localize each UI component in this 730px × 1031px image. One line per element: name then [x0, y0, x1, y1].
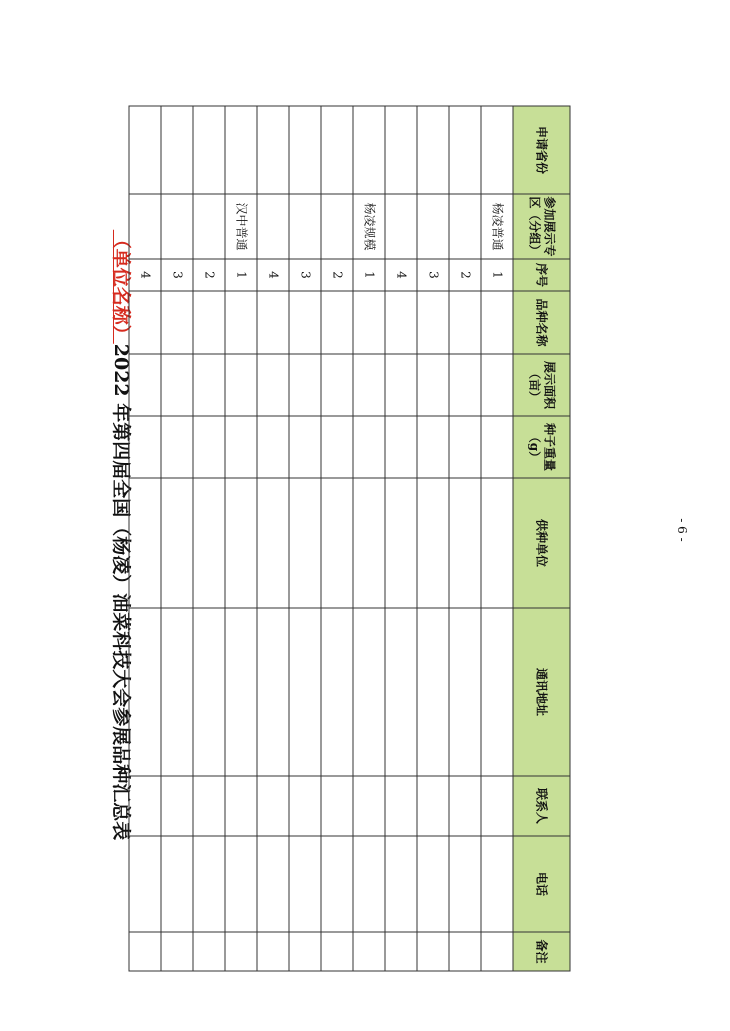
contact-cell[interactable]	[417, 776, 449, 836]
seq-cell: 1	[481, 259, 513, 291]
contact-cell[interactable]	[289, 776, 321, 836]
seed-weight-cell[interactable]	[129, 416, 161, 478]
seq-cell: 2	[449, 259, 481, 291]
zone-cell	[321, 194, 353, 259]
phone-cell[interactable]	[449, 836, 481, 932]
header-phone: 电话	[513, 836, 570, 932]
summary-table-container	[140, 105, 570, 970]
seq-cell: 2	[321, 259, 353, 291]
area-cell[interactable]	[257, 354, 289, 416]
table-row	[161, 106, 193, 971]
zone-cell	[449, 194, 481, 259]
header-seed-weight: 种子重量（g）	[513, 416, 570, 478]
contact-cell[interactable]	[481, 776, 513, 836]
remarks-cell[interactable]	[289, 932, 321, 971]
header-address: 通讯地址	[513, 608, 570, 776]
seed-weight-cell[interactable]	[449, 416, 481, 478]
remarks-cell[interactable]	[353, 932, 385, 971]
address-cell[interactable]	[481, 608, 513, 776]
address-cell[interactable]	[193, 608, 225, 776]
seq-cell: 4	[129, 259, 161, 291]
area-cell[interactable]	[129, 354, 161, 416]
table-row	[353, 106, 385, 971]
supplier-cell[interactable]	[193, 478, 225, 608]
zone-cell: 杨凌普通	[481, 194, 513, 259]
variety-cell[interactable]	[321, 291, 353, 354]
zone-cell: 杨凌规模	[353, 194, 385, 259]
zone-cell	[417, 194, 449, 259]
contact-cell[interactable]	[321, 776, 353, 836]
variety-cell[interactable]	[353, 291, 385, 354]
contact-cell[interactable]	[449, 776, 481, 836]
seed-weight-cell[interactable]	[289, 416, 321, 478]
contact-cell[interactable]	[129, 776, 161, 836]
rotated-table-frame	[140, 105, 570, 970]
supplier-cell[interactable]	[321, 478, 353, 608]
seed-weight-cell[interactable]	[321, 416, 353, 478]
supplier-cell[interactable]	[161, 478, 193, 608]
header-remarks: 备注	[513, 932, 570, 971]
supplier-cell[interactable]	[225, 478, 257, 608]
variety-cell[interactable]	[161, 291, 193, 354]
province-cell[interactable]	[257, 106, 289, 194]
area-cell[interactable]	[193, 354, 225, 416]
area-cell[interactable]	[321, 354, 353, 416]
contact-cell[interactable]	[353, 776, 385, 836]
address-cell[interactable]	[417, 608, 449, 776]
remarks-cell[interactable]	[481, 932, 513, 971]
header-province: 申请省份	[513, 106, 570, 194]
variety-cell[interactable]	[225, 291, 257, 354]
province-cell[interactable]	[417, 106, 449, 194]
zone-cell	[289, 194, 321, 259]
zone-cell	[193, 194, 225, 259]
area-cell[interactable]	[385, 354, 417, 416]
province-cell[interactable]	[289, 106, 321, 194]
seq-cell: 3	[289, 259, 321, 291]
zone-cell	[129, 194, 161, 259]
remarks-cell[interactable]	[161, 932, 193, 971]
variety-cell[interactable]	[481, 291, 513, 354]
area-cell[interactable]	[161, 354, 193, 416]
phone-cell[interactable]	[321, 836, 353, 932]
variety-cell[interactable]	[417, 291, 449, 354]
summary-table	[128, 105, 570, 971]
table-row	[225, 106, 257, 971]
remarks-cell[interactable]	[417, 932, 449, 971]
address-cell[interactable]	[129, 608, 161, 776]
seq-cell: 3	[161, 259, 193, 291]
supplier-cell[interactable]	[385, 478, 417, 608]
remarks-cell[interactable]	[449, 932, 481, 971]
header-variety: 品种名称	[513, 291, 570, 354]
table-row	[257, 106, 289, 971]
province-cell[interactable]	[129, 106, 161, 194]
supplier-cell[interactable]	[417, 478, 449, 608]
header-zone: 参加展示专区（分组）	[513, 194, 570, 259]
seed-weight-cell[interactable]	[193, 416, 225, 478]
title-text: 2022 年第四届全国（杨凌）油菜科技大会参展品种汇总表	[110, 343, 132, 841]
header-area: 展示面积（亩）	[513, 354, 570, 416]
table-row	[481, 106, 513, 971]
area-cell[interactable]	[225, 354, 257, 416]
contact-cell[interactable]	[257, 776, 289, 836]
remarks-cell[interactable]	[129, 932, 161, 971]
table-row	[449, 106, 481, 971]
table-row	[289, 106, 321, 971]
seed-weight-cell[interactable]	[481, 416, 513, 478]
province-cell[interactable]	[449, 106, 481, 194]
seed-weight-cell[interactable]	[225, 416, 257, 478]
supplier-cell[interactable]	[257, 478, 289, 608]
variety-cell[interactable]	[193, 291, 225, 354]
province-cell[interactable]	[321, 106, 353, 194]
variety-cell[interactable]	[289, 291, 321, 354]
address-cell[interactable]	[257, 608, 289, 776]
phone-cell[interactable]	[225, 836, 257, 932]
remarks-cell[interactable]	[321, 932, 353, 971]
variety-cell[interactable]	[449, 291, 481, 354]
remarks-cell[interactable]	[257, 932, 289, 971]
address-cell[interactable]	[289, 608, 321, 776]
variety-cell[interactable]	[385, 291, 417, 354]
area-cell[interactable]	[353, 354, 385, 416]
zone-cell	[257, 194, 289, 259]
province-cell[interactable]	[481, 106, 513, 194]
address-cell[interactable]	[353, 608, 385, 776]
phone-cell[interactable]	[353, 836, 385, 932]
seq-cell: 2	[193, 259, 225, 291]
supplier-cell[interactable]	[289, 478, 321, 608]
zone-cell: 汉中普通	[225, 194, 257, 259]
seq-cell: 4	[385, 259, 417, 291]
seq-cell: 4	[257, 259, 289, 291]
seed-weight-cell[interactable]	[161, 416, 193, 478]
phone-cell[interactable]	[289, 836, 321, 932]
seed-weight-cell[interactable]	[417, 416, 449, 478]
seq-cell: 1	[225, 259, 257, 291]
page-number-container	[672, 505, 692, 555]
table-header-row	[513, 106, 570, 971]
page-number: - 6 -	[675, 518, 689, 542]
address-cell[interactable]	[225, 608, 257, 776]
header-supplier: 供种单位	[513, 478, 570, 608]
seed-weight-cell[interactable]	[353, 416, 385, 478]
table-row	[321, 106, 353, 971]
contact-cell[interactable]	[225, 776, 257, 836]
province-cell[interactable]	[385, 106, 417, 194]
seq-cell: 3	[417, 259, 449, 291]
phone-cell[interactable]	[129, 836, 161, 932]
province-cell[interactable]	[161, 106, 193, 194]
supplier-cell[interactable]	[353, 478, 385, 608]
phone-cell[interactable]	[417, 836, 449, 932]
header-contact: 联系人	[513, 776, 570, 836]
header-seq: 序号	[513, 259, 570, 291]
seq-cell: 1	[353, 259, 385, 291]
remarks-cell[interactable]	[225, 932, 257, 971]
zone-cell	[161, 194, 193, 259]
address-cell[interactable]	[321, 608, 353, 776]
phone-cell[interactable]	[481, 836, 513, 932]
supplier-cell[interactable]	[449, 478, 481, 608]
table-row	[385, 106, 417, 971]
phone-cell[interactable]	[161, 836, 193, 932]
area-cell[interactable]	[289, 354, 321, 416]
table-row	[193, 106, 225, 971]
remarks-cell[interactable]	[193, 932, 225, 971]
table-row	[129, 106, 161, 971]
phone-cell[interactable]	[257, 836, 289, 932]
contact-cell[interactable]	[161, 776, 193, 836]
address-cell[interactable]	[161, 608, 193, 776]
supplier-cell[interactable]	[129, 478, 161, 608]
address-cell[interactable]	[385, 608, 417, 776]
area-cell[interactable]	[417, 354, 449, 416]
table-row	[417, 106, 449, 971]
variety-cell[interactable]	[129, 291, 161, 354]
remarks-cell[interactable]	[385, 932, 417, 971]
seed-weight-cell[interactable]	[257, 416, 289, 478]
address-cell[interactable]	[449, 608, 481, 776]
province-cell[interactable]	[225, 106, 257, 194]
contact-cell[interactable]	[193, 776, 225, 836]
phone-cell[interactable]	[193, 836, 225, 932]
supplier-cell[interactable]	[481, 478, 513, 608]
area-cell[interactable]	[449, 354, 481, 416]
area-cell[interactable]	[481, 354, 513, 416]
province-cell[interactable]	[193, 106, 225, 194]
phone-cell[interactable]	[385, 836, 417, 932]
province-cell[interactable]	[353, 106, 385, 194]
seed-weight-cell[interactable]	[385, 416, 417, 478]
variety-cell[interactable]	[257, 291, 289, 354]
zone-cell	[385, 194, 417, 259]
contact-cell[interactable]	[385, 776, 417, 836]
unit-name-placeholder: （单位名称）	[110, 229, 132, 344]
